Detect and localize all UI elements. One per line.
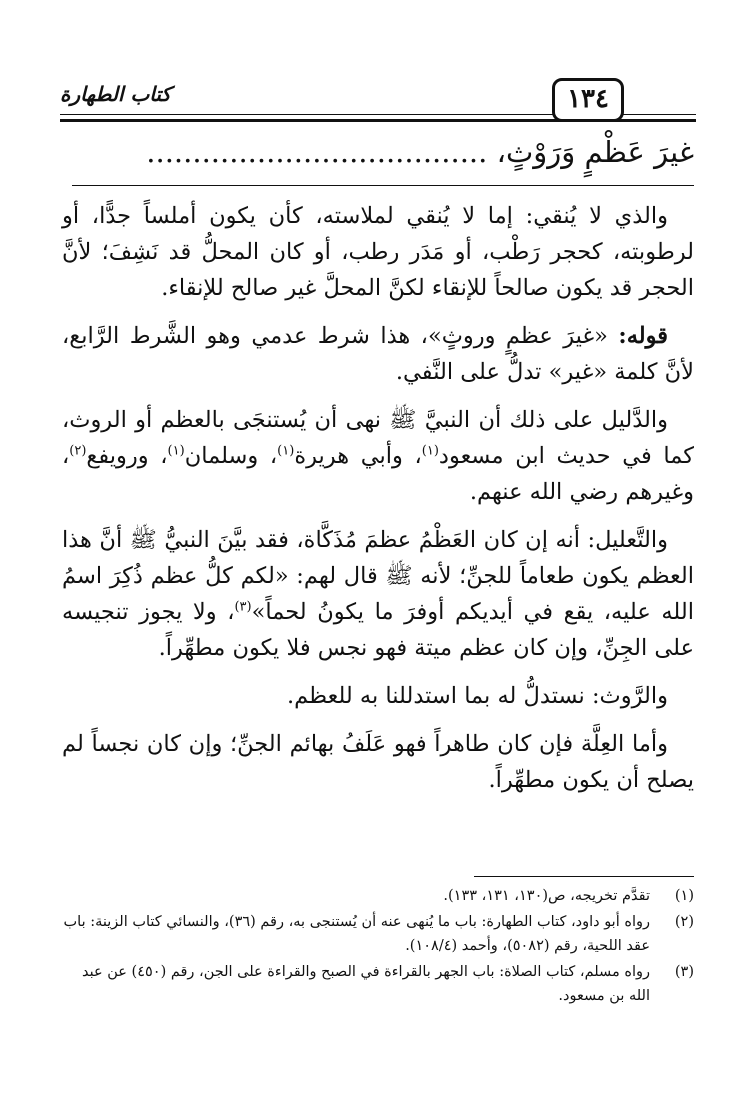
paragraph-3-text-b: ، وأبي هريرة — [294, 443, 422, 469]
matn-line — [90, 130, 694, 174]
paragraph-3-text-a: والدَّليل على ذلك أن النبيَّ ﷺ نهى أن يُستنجَى بالعظم أو الروث، كما في حديث ابن مسعود — [62, 407, 694, 469]
footnote-ref-1[interactable]: (١) — [421, 443, 439, 459]
footnote-text: تقدَّم تخريجه، ص(١٣٠، ١٣١، ١٣٣). — [443, 888, 650, 904]
lead-label: قوله: — [618, 323, 668, 349]
commentary-body — [62, 198, 694, 810]
chapter-title: كتاب الطهارة — [60, 82, 171, 106]
paragraph-4-text-a: والتَّعليل: أنه إن كان العَظْمُ عظمَ مُذَكَّاة، فقد بيَّنَ النبيُّ ﷺ أنَّ هذا العظم يكون طعاماً للجنِّ؛ لأنه ﷺ قال لهم: «لكم كلُّ عظم ذُكِرَ اسمُ الله عليه، يقع في أيديكم أوفرَ ما يكونُ لحماً» — [62, 527, 694, 625]
footnotes — [62, 884, 694, 1010]
paragraph-2-text: «غيرَ عظمٍ وروثٍ»، هذا شرط عدمي وهو الشَّرط الرَّابع، لأنَّ كلمة «غير» تدلُّ على النَّفي. — [62, 323, 694, 385]
paragraph-4 — [62, 522, 694, 666]
paragraph-1: والذي لا يُنقي: إما لا يُنقي لملاسته، كأن يكون أملساً جدًّا، أو لرطوبته، كحجر رَطْب، أو مَدَر رطب، أو كان المحلُّ قد نَشِفَ؛ لأنَّ الحجر قد يكون صالحاً للإنقاء لكنَّ المحلَّ غير صالح للإنقاء. — [62, 203, 694, 301]
paragraph-2 — [62, 318, 694, 390]
footnote-3 — [62, 960, 694, 1008]
footnote-ref-1c[interactable]: (١) — [167, 443, 185, 459]
footnote-number: (٢) — [674, 914, 694, 930]
page-number: ١٣٤ — [552, 78, 624, 122]
paragraph-3-text-e: ، وغيرهم رضي الله عنهم. — [62, 443, 694, 505]
footnote-number: (٣) — [674, 964, 694, 980]
paragraph-6: وأما العِلَّة فإن كان طاهراً فهو عَلَفُ بهائم الجنِّ؛ وإن كان نجساً لم يصلح أن يكون مطهِّراً. — [62, 731, 694, 793]
paragraph-3-text-c: ، وسلمان — [184, 443, 278, 469]
footnote-text: رواه أبو داود، كتاب الطهارة: باب ما يُنهى عنه أن يُستنجى به، رقم (٣٦)، والنسائي كتاب الزينة: باب عقد اللحية، رقم (٥٠٨٢)، وأحمد (١٠٨/٤). — [63, 914, 650, 954]
running-header — [60, 70, 696, 118]
footnote-ref-3[interactable]: (٣) — [234, 599, 252, 615]
matn-dots: ..................................... — [146, 135, 488, 169]
footnote-separator — [474, 876, 694, 877]
footnote-number: (١) — [674, 888, 694, 904]
paragraph-5: والرَّوث: نستدلُّ له بما استدللنا به للعظم. — [287, 683, 668, 709]
matn-separator — [72, 185, 694, 186]
matn-text: غيرَ عَظْمٍ وَرَوْثٍ، — [496, 135, 694, 169]
paragraph-4-text-b: ، ولا يجوز تنجيسه على الجِنِّ، وإن كان عظم ميتة فهو نجس فلا يكون مطهِّراً. — [62, 599, 694, 661]
footnote-ref-1b[interactable]: (١) — [277, 443, 295, 459]
footnote-text: رواه مسلم، كتاب الصلاة: باب الجهر بالقراءة في الصبح والقراءة على الجن، رقم (٤٥٠) عن عبد الله بن مسعود. — [81, 964, 650, 1004]
footnote-2 — [62, 910, 694, 958]
footnote-ref-2[interactable]: (٢) — [69, 443, 87, 459]
footnote-1 — [62, 884, 694, 908]
paragraph-3 — [62, 402, 694, 510]
paragraph-3-text-d: ، ورويفع — [86, 443, 168, 469]
